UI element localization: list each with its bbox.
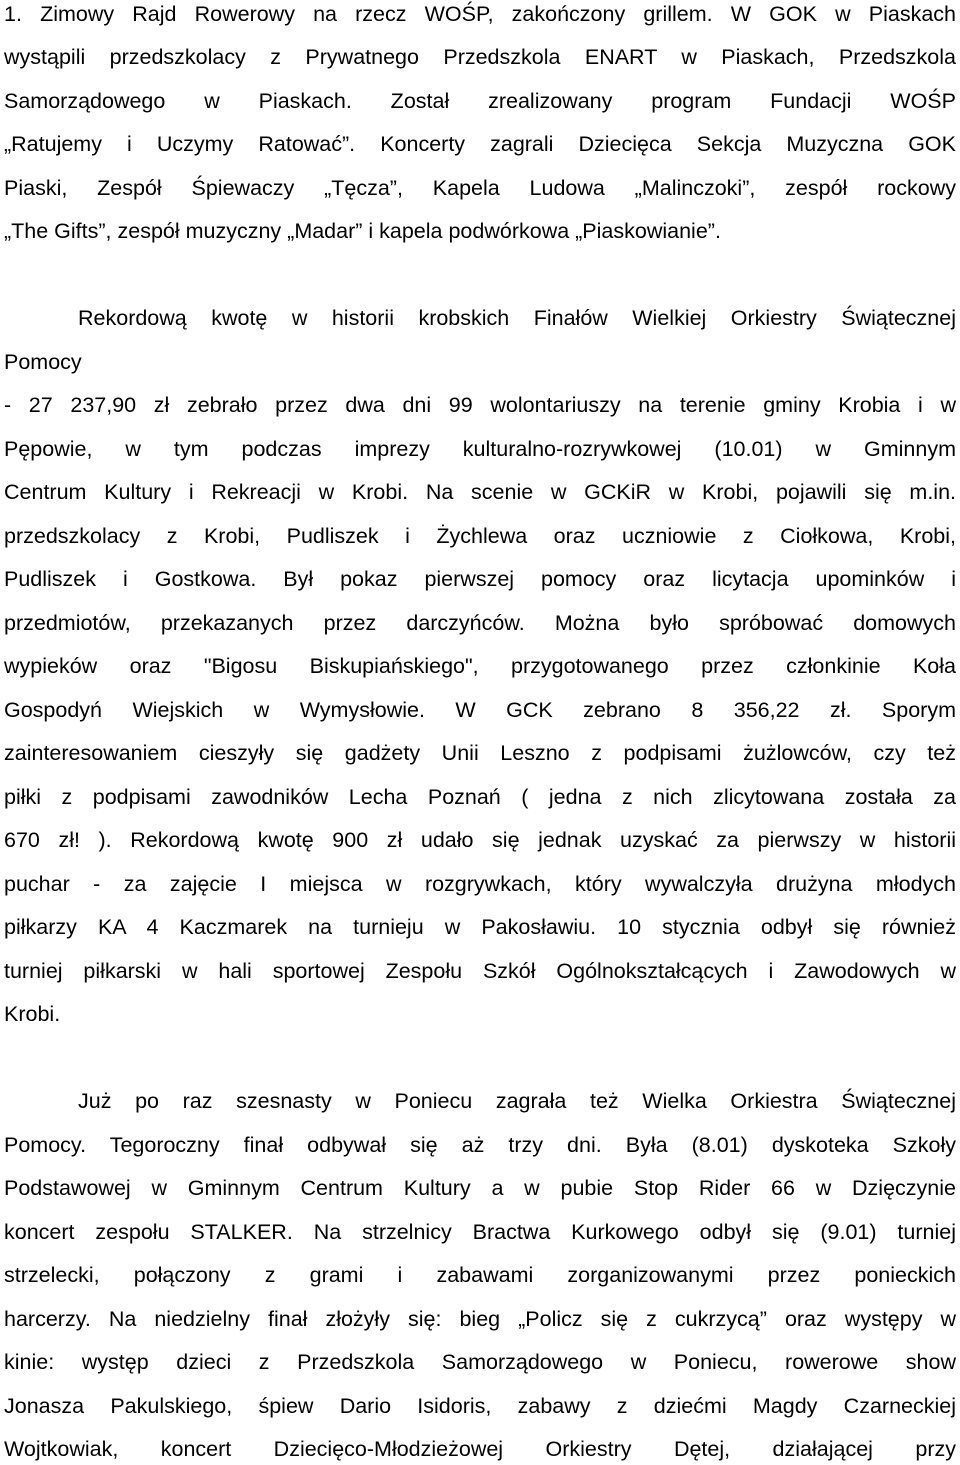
paragraph-2-line-1: Rekordową kwotę w historii krobskich Finałów Wielkiej Orkiestry Świątecznej — [78, 306, 956, 330]
paragraph-2-line-16: turniej piłkarski w hali sportowej Zespołu Szkół Ogólnokształcących i Zawodowych w — [4, 959, 956, 983]
paragraph-2-line-5: Centrum Kultury i Rekreacji w Krobi. Na scenie w GCKiR w Krobi, pojawili się m.in. — [4, 480, 956, 504]
paragraph-2-line-15: piłkarzy KA 4 Kaczmarek na turnieju w Pakosławiu. 10 stycznia odbył się również — [4, 915, 956, 939]
paragraph-3-line-3: Podstawowej w Gminnym Centrum Kultury a w pubie Stop Rider 66 w Dzięczynie — [4, 1176, 956, 1200]
paragraph-3-line-2: Pomocy. Tegoroczny finał odbywał się aż trzy dni. Była (8.01) dyskoteka Szkoły — [4, 1133, 956, 1157]
paragraph-1-line-5: Piaski, Zespół Śpiewaczy „Tęcza”, Kapela Ludowa „Malinczoki”, zespół rockowy — [4, 176, 956, 200]
paragraph-2-line-7: Pudliszek i Gostkowa. Był pokaz pierwszej pomocy oraz licytacja upominków i — [4, 567, 956, 591]
paragraph-3-line-1: Już po raz szesnasty w Poniecu zagrała też Wielka Orkiestra Świątecznej — [78, 1089, 956, 1113]
paragraph-2-line-3: - 27 237,90 zł zebrało przez dwa dni 99 wolontariuszy na terenie gminy Krobia i w — [4, 393, 956, 417]
paragraph-3-line-8: Jonasza Pakulskiego, śpiew Dario Isidoris, zabawy z dziećmi Magdy Czarneckiej — [4, 1394, 956, 1418]
paragraph-2-line-17: Krobi. — [4, 1002, 61, 1026]
paragraph-2-line-8: przedmiotów, przekazanych przez darczyńców. Można było spróbować domowych — [4, 611, 956, 635]
paragraph-2-line-6: przedszkolacy z Krobi, Pudliszek i Żychlewa oraz uczniowie z Ciołkowa, Krobi, — [4, 524, 956, 548]
paragraph-1-line-2: wystąpili przedszkolacy z Prywatnego Przedszkola ENART w Piaskach, Przedszkola — [4, 45, 956, 69]
paragraph-1-line-1: 1. Zimowy Rajd Rowerowy na rzecz WOŚP, zakończony grillem. W GOK w Piaskach — [4, 2, 956, 26]
paragraph-3-line-7: kinie: występ dzieci z Przedszkola Samorządowego w Poniecu, rowerowe show — [4, 1350, 956, 1374]
paragraph-2-line-12: piłki z podpisami zawodników Lecha Poznań ( jedna z nich zlicytowana została za — [4, 785, 956, 809]
paragraph-1-line-6: „The Gifts”, zespół muzyczny „Madar” i kapela podwórkowa „Piaskowianie”. — [4, 219, 721, 243]
paragraph-3-line-6: harcerzy. Na niedzielny finał złożyły się: bieg „Policz się z cukrzycą” oraz występy w — [4, 1307, 956, 1331]
paragraph-2-line-14: puchar - za zajęcie I miejsca w rozgrywkach, który wywalczyła drużyna młodych — [4, 872, 956, 896]
paragraph-2-line-2: Pomocy — [4, 350, 82, 374]
paragraph-2-line-13: 670 zł! ). Rekordową kwotę 900 zł udało się jednak uzyskać za pierwszy w historii — [4, 828, 956, 852]
paragraph-2-line-11: zainteresowaniem cieszyły się gadżety Unii Leszno z podpisami żużlowców, czy też — [4, 741, 956, 765]
paragraph-1-line-3: Samorządowego w Piaskach. Został zrealizowany program Fundacji WOŚP — [4, 89, 956, 113]
paragraph-3-line-5: strzelecki, połączony z grami i zabawami zorganizowanymi przez ponieckich — [4, 1263, 956, 1287]
paragraph-2-line-10: Gospodyń Wiejskich w Wymysłowie. W GCK zebrano 8 356,22 zł. Sporym — [4, 698, 956, 722]
paragraph-2-line-9: wypieków oraz "Bigosu Biskupiańskiego", przygotowanego przez członkinie Koła — [4, 654, 956, 678]
paragraph-3-line-4: koncert zespołu STALKER. Na strzelnicy Bractwa Kurkowego odbył się (9.01) turniej — [4, 1220, 956, 1244]
paragraph-1-line-4: „Ratujemy i Uczymy Ratować”. Koncerty zagrali Dziecięca Sekcja Muzyczna GOK — [4, 132, 956, 156]
paragraph-2-line-4: Pępowie, w tym podczas imprezy kulturalno-rozrywkowej (10.01) w Gminnym — [4, 437, 956, 461]
paragraph-3-line-9: Wojtkowiak, koncert Dziecięco-Młodzieżowej Orkiestry Dętej, działającej przy — [4, 1437, 956, 1461]
